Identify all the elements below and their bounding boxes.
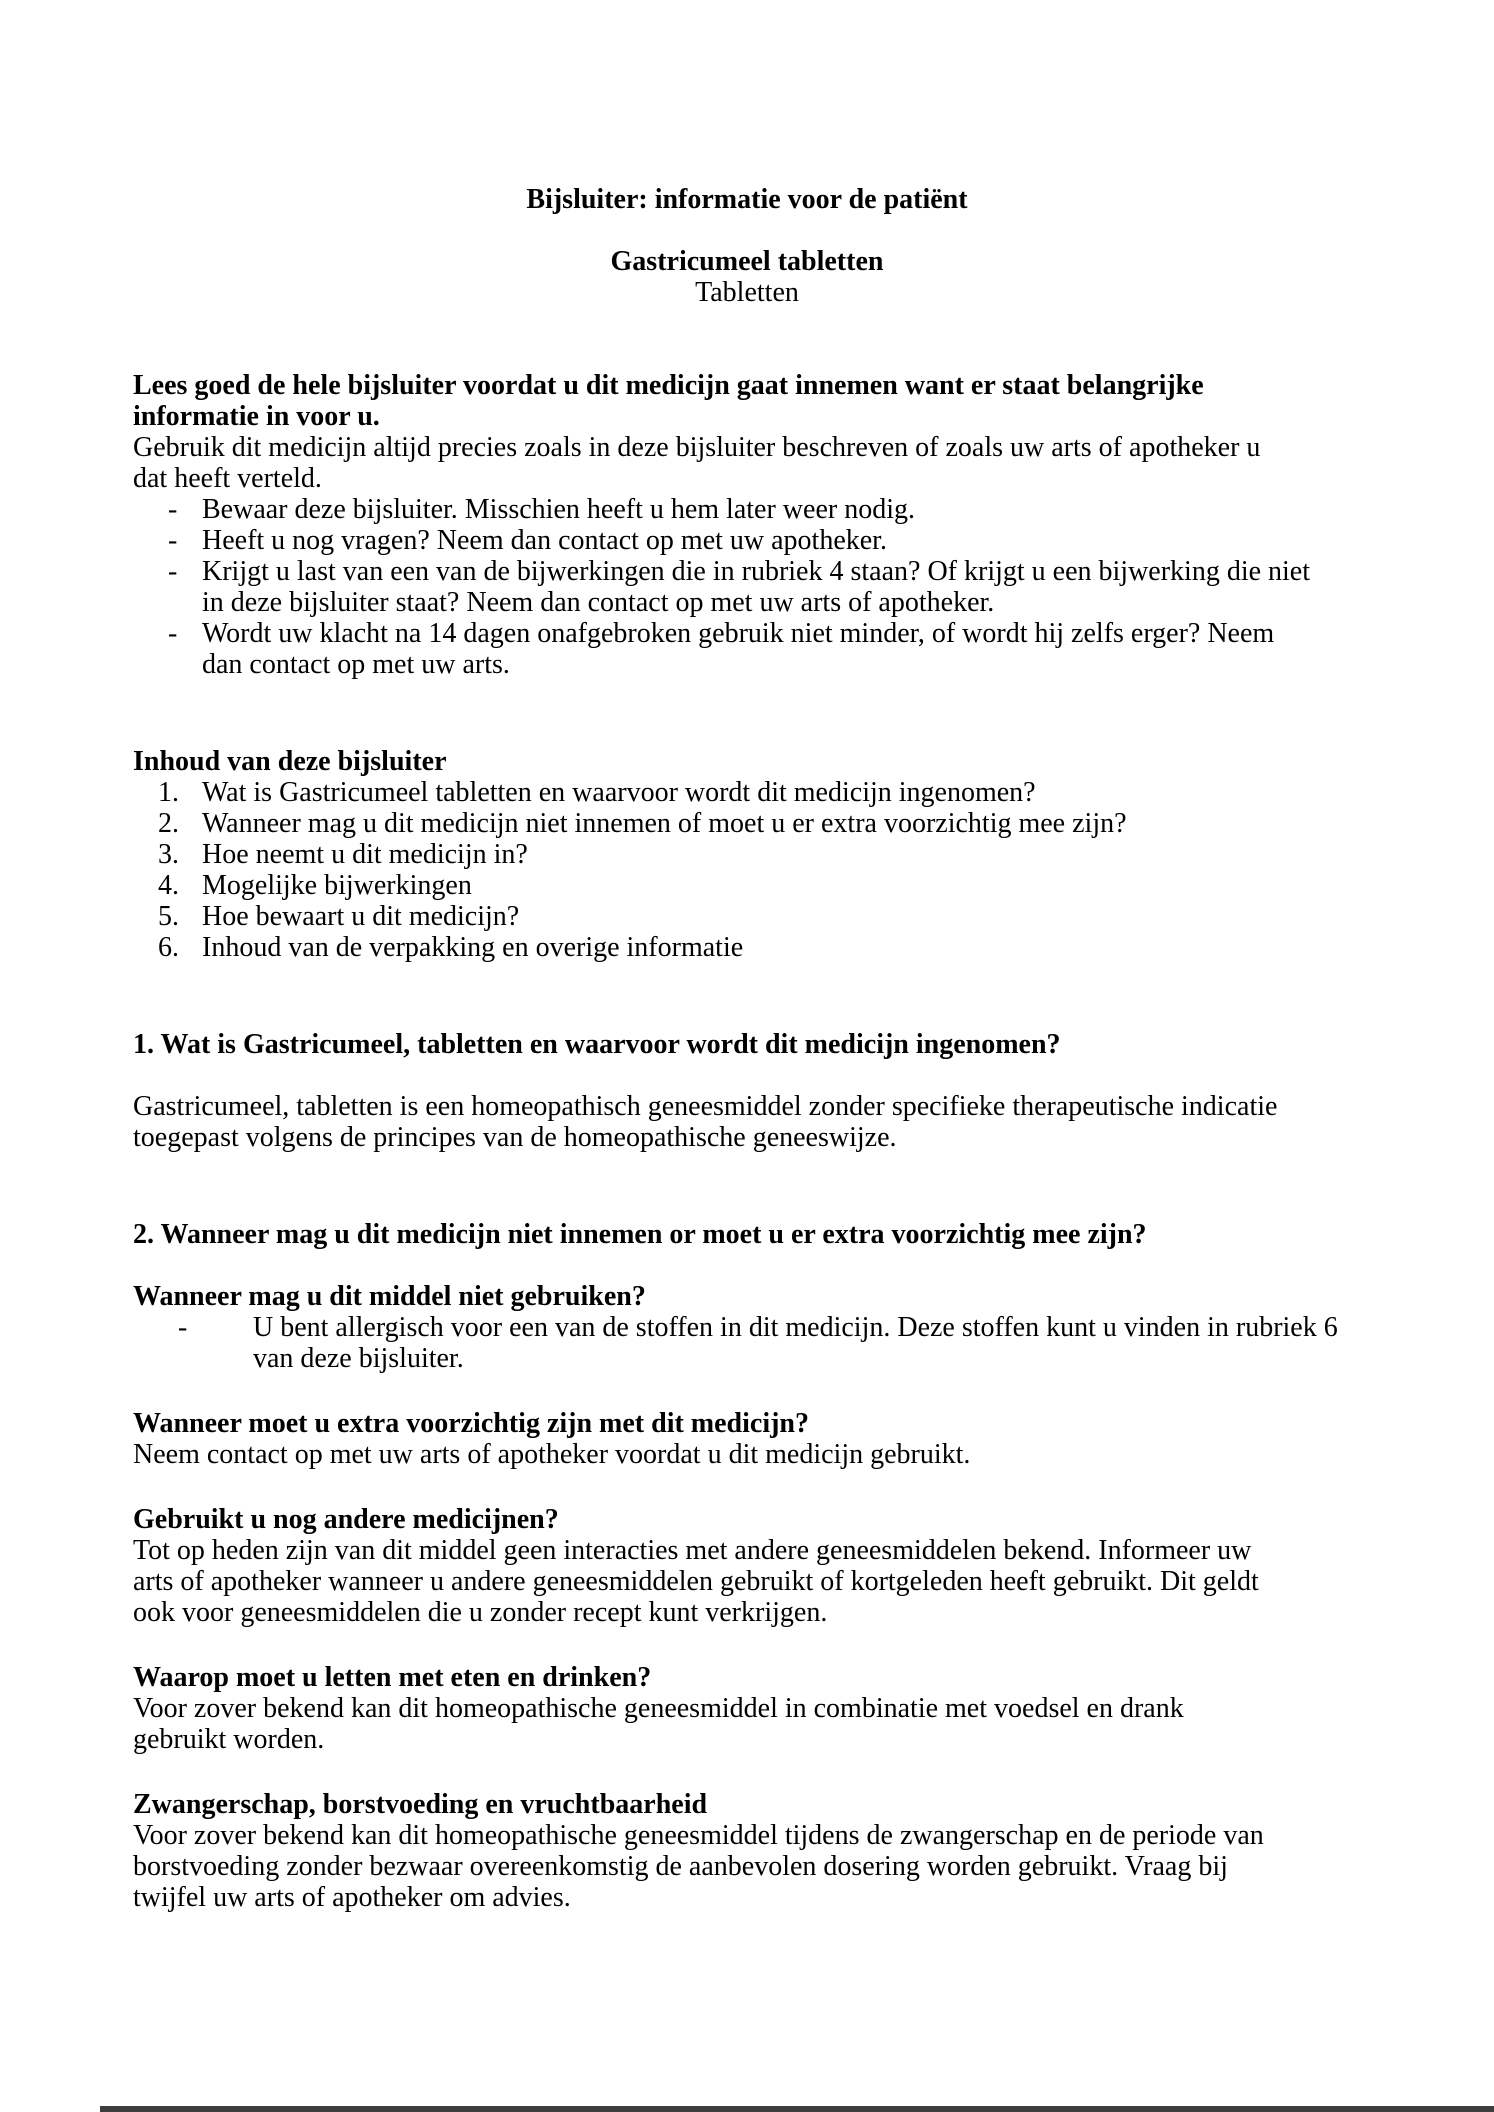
intro-bullet-list [133, 494, 1454, 680]
toc-item-number: 4. [158, 870, 179, 901]
subsection-paragraph: Tot op heden zijn van dit middel geen interacties met andere geneesmiddelen bekend. Informeer uw arts of apotheker wanneer u andere geneesmiddelen gebruikt of kortgeleden heeft gebruikt. Dit geldt ook voor geneesmiddelen die u zonder recept kunt verkrijgen. [133, 1535, 1259, 1628]
toc-item [133, 870, 1454, 901]
intro-bullet-text: Wordt uw klacht na 14 dagen onafgebroken gebruik niet minder, of wordt hij zelfs erger? Neem dan contact op met uw arts. [202, 618, 1275, 680]
subsection-paragraph: Voor zover bekend kan dit homeopathische geneesmiddel in combinatie met voedsel en drank gebruikt worden. [133, 1693, 1184, 1755]
intro-bullet-item [133, 494, 1454, 525]
toc-item-label: Inhoud van de verpakking en overige informatie [202, 932, 744, 963]
toc-list [133, 777, 1454, 963]
page-bottom-edge [100, 2106, 1494, 2112]
toc-item-label: Hoe bewaart u dit medicijn? [202, 901, 520, 932]
section-2 [133, 1219, 1454, 1913]
bullet-marker: - [168, 525, 178, 556]
toc-item [133, 901, 1454, 932]
subsection-when-not-use [133, 1281, 1454, 1374]
intro-bullet-text: Bewaar deze bijsluiter. Misschien heeft u hem later weer nodig. [202, 494, 915, 525]
subsection-heading: Wanneer mag u dit middel niet gebruiken? [133, 1281, 646, 1312]
intro-bullet-text: Krijgt u last van een van de bijwerkingen die in rubriek 4 staan? Of krijgt u een bijwerking die niet in deze bijsluiter staat? Neem dan contact op met uw arts of apotheker. [202, 556, 1311, 618]
section-1 [133, 1029, 1454, 1153]
subsection-other-medicines [133, 1504, 1454, 1628]
section-2-heading: 2. Wanneer mag u dit medicijn niet innemen or moet u er extra voorzichtig mee zijn? [133, 1219, 1147, 1250]
toc-item [133, 839, 1454, 870]
toc-heading: Inhoud van deze bijsluiter [133, 746, 447, 777]
table-of-contents [133, 746, 1454, 963]
subsection-heading: Wanneer moet u extra voorzichtig zijn met dit medicijn? [133, 1408, 810, 1439]
document-header [0, 184, 1494, 308]
product-name: Gastricumeel tabletten [610, 246, 884, 277]
subsection-food-drink [133, 1662, 1454, 1755]
intro-bullet-item [133, 525, 1454, 556]
subsection-heading: Waarop moet u letten met eten en drinken? [133, 1662, 652, 1693]
toc-item-number: 2. [158, 808, 179, 839]
toc-item [133, 808, 1454, 839]
intro-bullet-text: Heeft u nog vragen? Neem dan contact op met uw apotheker. [202, 525, 887, 556]
subsection-extra-caution [133, 1408, 1454, 1470]
toc-item-label: Hoe neemt u dit medicijn in? [202, 839, 528, 870]
subsection-paragraph: Voor zover bekend kan dit homeopathische geneesmiddel tijdens de zwangerschap en de periode van borstvoeding zonder bezwaar overeenkomstig de aanbevolen dosering worden gebruikt. Vraag bij twijfel uw arts of apotheker om advies. [133, 1820, 1264, 1913]
toc-item-number: 1. [158, 777, 179, 808]
allergy-bullet-item [133, 1312, 1454, 1374]
toc-item-label: Wanneer mag u dit medicijn niet innemen of moet u er extra voorzichtig mee zijn? [202, 808, 1127, 839]
intro-paragraph: Gebruik dit medicijn altijd precies zoals in deze bijsluiter beschreven of zoals uw arts of apotheker u dat heeft verteld. [133, 432, 1261, 494]
toc-item-label: Wat is Gastricumeel tabletten en waarvoor wordt dit medicijn ingenomen? [202, 777, 1036, 808]
allergy-bullet-text: U bent allergisch voor een van de stoffen in dit medicijn. Deze stoffen kunt u vinden in rubriek 6 van deze bijsluiter. [253, 1312, 1338, 1374]
bullet-marker: - [168, 618, 178, 649]
bullet-marker: - [178, 1312, 188, 1343]
dosage-form: Tabletten [695, 277, 799, 308]
subsection-pregnancy [133, 1789, 1454, 1913]
subsection-paragraph: Neem contact op met uw arts of apotheker voordat u dit medicijn gebruikt. [133, 1439, 971, 1470]
subsection-heading: Gebruikt u nog andere medicijnen? [133, 1504, 559, 1535]
toc-item [133, 932, 1454, 963]
toc-item [133, 777, 1454, 808]
intro-bullet-item [133, 556, 1454, 618]
section-1-heading: 1. Wat is Gastricumeel, tabletten en waarvoor wordt dit medicijn ingenomen? [133, 1029, 1061, 1060]
subsection-heading: Zwangerschap, borstvoeding en vruchtbaarheid [133, 1789, 708, 1820]
intro-bullet-item [133, 618, 1454, 680]
toc-item-number: 3. [158, 839, 179, 870]
intro-heading: Lees goed de hele bijsluiter voordat u dit medicijn gaat innemen want er staat belangrijke informatie in voor u. [133, 370, 1204, 432]
bullet-marker: - [168, 494, 178, 525]
toc-item-number: 6. [158, 932, 179, 963]
document-title: Bijsluiter: informatie voor de patiënt [526, 184, 968, 215]
bullet-marker: - [168, 556, 178, 587]
toc-item-number: 5. [158, 901, 179, 932]
toc-item-label: Mogelijke bijwerkingen [202, 870, 472, 901]
section-1-paragraph: Gastricumeel, tabletten is een homeopathisch geneesmiddel zonder specifieke therapeutische indicatie toegepast volgens de principes van de homeopathische geneeswijze. [133, 1091, 1278, 1153]
